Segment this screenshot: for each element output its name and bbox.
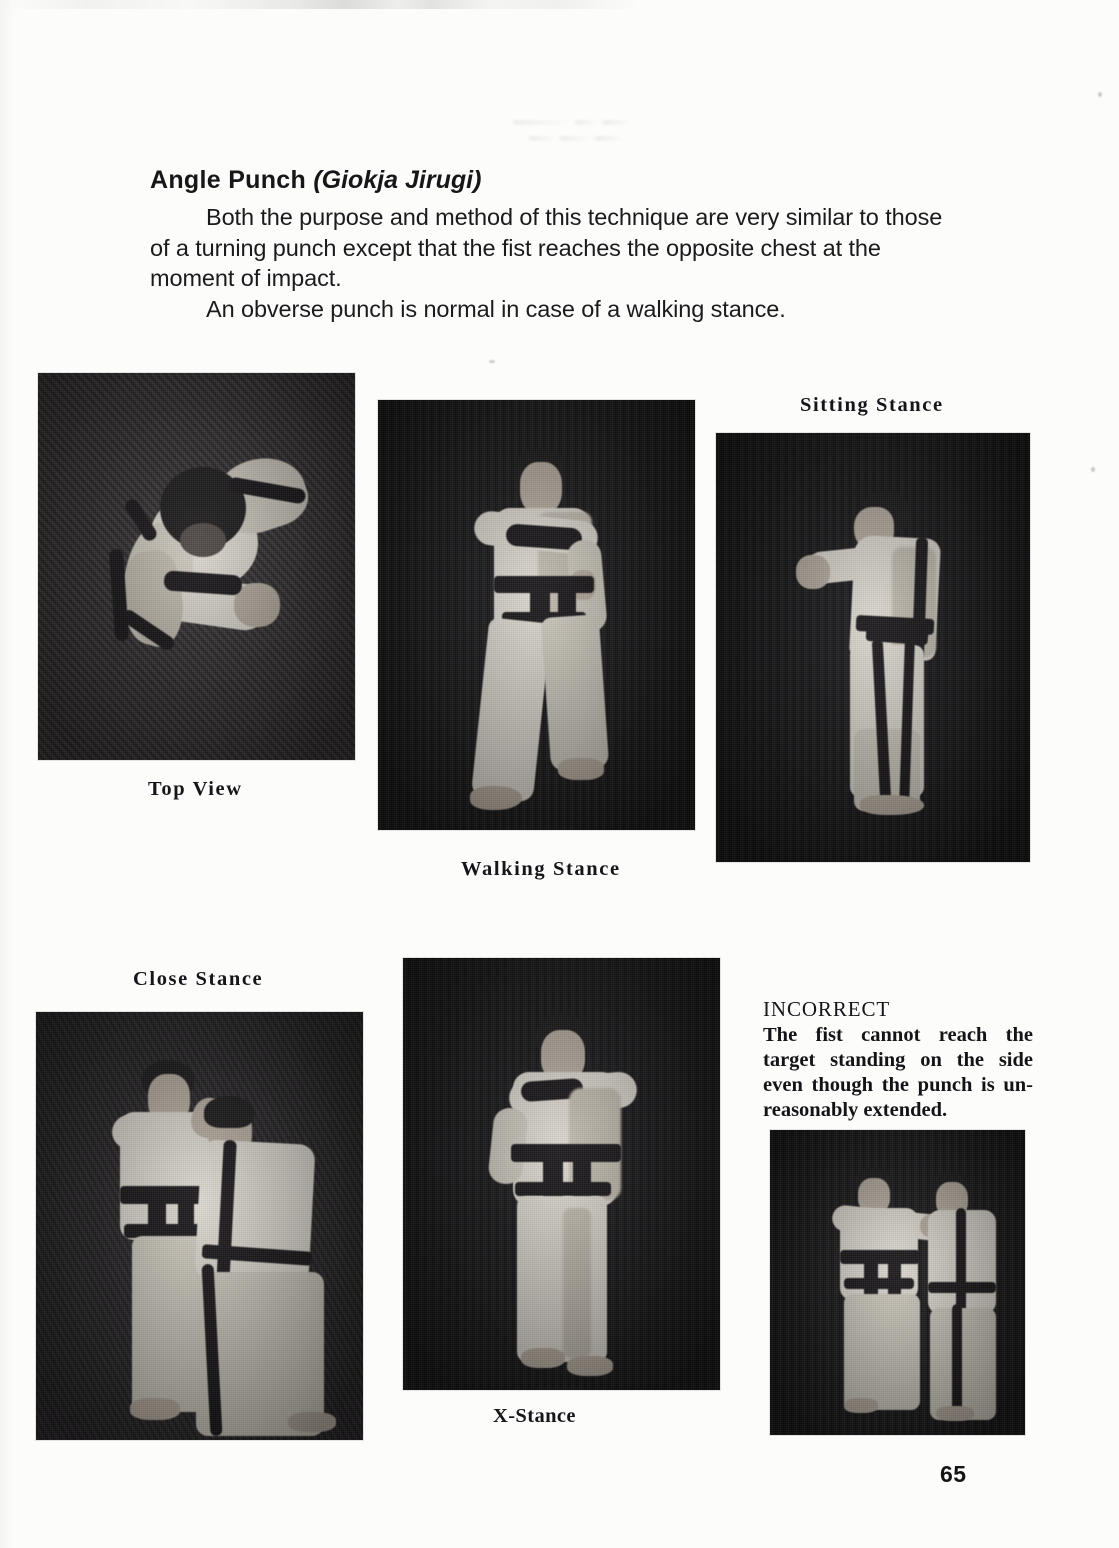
caption-top-view: Top View — [148, 778, 243, 800]
figure-a-legs — [844, 1294, 920, 1410]
body-text — [150, 202, 946, 324]
scan-artifact-ghost-text — [500, 112, 690, 154]
figure-b-jacket-stripe — [956, 1208, 966, 1316]
scan-artifact-left-edge — [0, 0, 14, 1548]
section-heading-roman: Angle Punch — [150, 166, 314, 194]
body-paragraph-2: An obverse punch is normal in case of a walking stance. — [206, 295, 786, 322]
body-paragraph-1: Both the purpose and method of this technique are very similar to those of a turning punch except that the fist reaches the opposite chest at the moment of impact. — [150, 204, 943, 291]
figure-foot-a — [521, 1348, 565, 1368]
figure-b-jacket-hem — [928, 1282, 996, 1293]
figure-a-belt — [840, 1250, 920, 1264]
photo-x-stance — [403, 958, 720, 1390]
photo-sitting-stance — [716, 433, 1030, 862]
figure-belt-wrap — [515, 1182, 611, 1196]
figure-b-trouser-stripe — [952, 1304, 962, 1418]
figure-b-foot — [288, 1412, 336, 1432]
caption-x-stance: X-Stance — [493, 1405, 576, 1427]
photo-close-stance — [36, 1012, 363, 1440]
figure-foot-front — [470, 786, 522, 810]
incorrect-line-3: even though the punch is un- — [763, 1074, 1033, 1096]
scan-artifact-top-edge — [0, 0, 1119, 9]
figure-b-foot — [936, 1406, 974, 1421]
page-number: 65 — [940, 1461, 967, 1487]
incorrect-line-1: The fist cannot reach the — [763, 1024, 1033, 1046]
caption-sitting-stance: Sitting Stance — [800, 394, 944, 416]
incorrect-line-2: target standing on the side — [763, 1049, 1033, 1071]
caption-walking-stance: Walking Stance — [461, 858, 621, 880]
photo-incorrect-demo — [770, 1130, 1025, 1435]
incorrect-body — [763, 1023, 1033, 1123]
caption-close-stance: Close Stance — [133, 968, 264, 990]
scan-speck — [1098, 92, 1102, 97]
figure-b-hair — [204, 1096, 254, 1128]
figure-foot-b — [567, 1356, 613, 1376]
figure-foot — [860, 795, 924, 815]
figure-belt — [511, 1144, 621, 1162]
figure-leg-crossing — [563, 1208, 591, 1358]
figure-foot-rear — [558, 758, 604, 780]
figure-fist — [796, 555, 830, 589]
figure-a-belt-wrap — [844, 1278, 914, 1289]
section-heading-italic: (Giokja Jirugi) — [313, 166, 482, 194]
photo-walking-stance — [378, 400, 695, 830]
figure-a-foot — [130, 1398, 180, 1420]
photo-top-view — [38, 373, 355, 760]
figure-b-legs — [930, 1308, 996, 1420]
incorrect-heading: INCORRECT — [763, 997, 891, 1021]
figure-a-foot — [844, 1398, 878, 1413]
scan-speck — [1091, 467, 1095, 472]
section-heading — [150, 166, 481, 195]
scan-speck — [489, 360, 495, 363]
figure-face-shadow — [180, 523, 226, 557]
figure-legs — [517, 1196, 607, 1362]
incorrect-line-4: reasonably extended. — [763, 1099, 948, 1121]
figure-face — [520, 462, 562, 514]
figure-leg-rear — [541, 614, 610, 772]
